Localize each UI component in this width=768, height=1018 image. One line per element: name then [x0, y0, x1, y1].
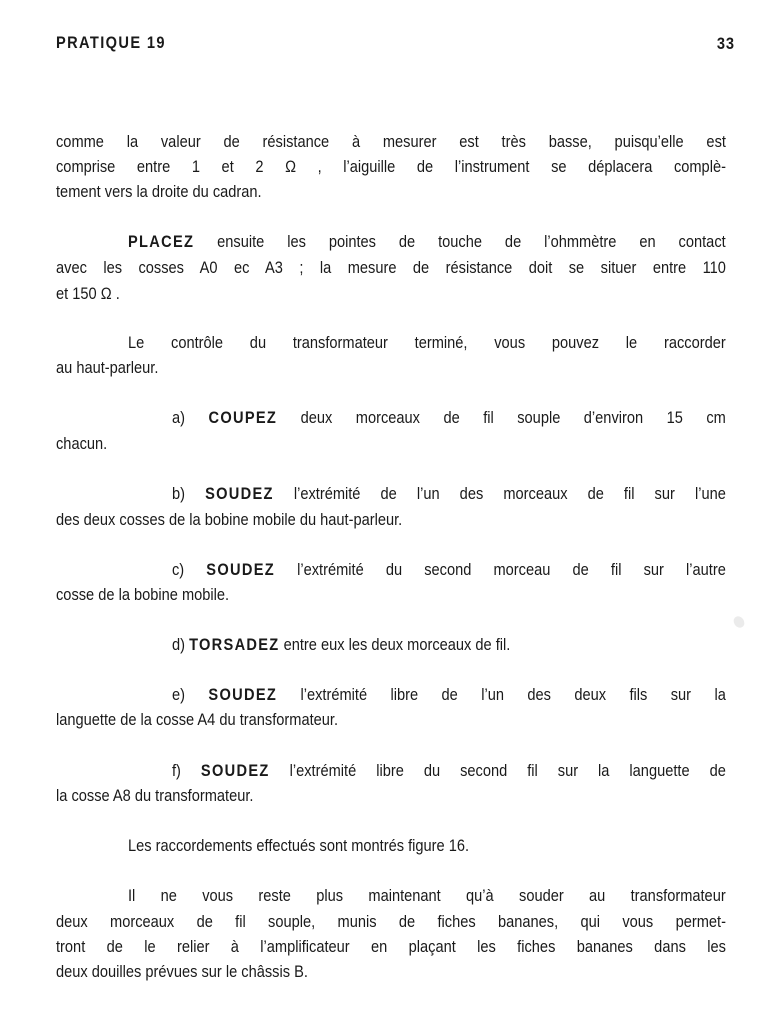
text-fragment: l’extrémité du second morceau de fil sur l’autre: [274, 560, 726, 579]
instruction-keyword: PLACEZ: [128, 232, 195, 251]
paragraph-1-line-1: [56, 132, 726, 152]
paragraph-5-line-3: [56, 937, 726, 957]
scan-smudge: [731, 614, 746, 630]
paragraph-5-line-2: [56, 912, 726, 932]
text-fragment: ensuite les pointes de touche de l’ohmmètre en contact: [194, 232, 726, 251]
text-line: au haut-parleur.: [56, 358, 159, 377]
paragraph-2-line-2: [56, 258, 726, 278]
step-prefix: c): [172, 560, 207, 579]
text-line: tront de le relier à l’amplificateur en plaçant les fiches bananes dans les: [56, 937, 726, 956]
text-line: chacun.: [56, 434, 108, 453]
step-c-line-2: [56, 585, 726, 605]
instruction-keyword: COUPEZ: [208, 408, 278, 427]
paragraph-2-line-1: [128, 232, 726, 252]
text-line: deux douilles prévues sur le châssis B.: [56, 962, 308, 981]
instruction-keyword: SOUDEZ: [208, 685, 278, 704]
text-line: la cosse A8 du transformateur.: [56, 786, 254, 805]
text-line: tement vers la droite du cadran.: [56, 182, 262, 201]
step-e-line-1: [172, 685, 726, 705]
text-line: cosse de la bobine mobile.: [56, 585, 230, 604]
paragraph-5-line-1: [128, 886, 726, 906]
text-fragment: l’extrémité de l’un des morceaux de fil sur l’une: [273, 484, 726, 503]
step-prefix: f): [172, 761, 201, 780]
step-f-line-1: [172, 761, 726, 781]
text-line: avec les cosses A0 ec A3 ; la mesure de résistance doit se situer entre 110: [56, 258, 726, 277]
text-line: Il ne vous reste plus maintenant qu’à souder au transformateur: [128, 886, 726, 905]
paragraph-3-line-1: [128, 333, 726, 353]
text-fragment: deux morceaux de fil souple d’environ 15 cm: [277, 408, 726, 427]
step-f-line-2: [56, 786, 726, 806]
instruction-keyword: SOUDEZ: [205, 484, 274, 503]
step-b-line-2: [56, 510, 726, 530]
text-fragment: entre eux les deux morceaux de fil.: [279, 635, 511, 654]
paragraph-1-line-2: [56, 157, 726, 177]
step-a-line-1: [172, 408, 726, 428]
text-line: comme la valeur de résistance à mesurer est très basse, puisqu’elle est: [56, 132, 726, 151]
instruction-keyword: SOUDEZ: [206, 560, 275, 579]
text-fragment: l’extrémité libre du second fil sur la languette de: [269, 761, 726, 780]
step-e-line-2: [56, 710, 726, 730]
step-prefix: d): [172, 635, 190, 654]
text-line: Le contrôle du transformateur terminé, vous pouvez le raccorder: [128, 333, 726, 352]
paragraph-2-line-3: [56, 284, 726, 304]
step-prefix: b): [172, 484, 206, 503]
instruction-keyword: SOUDEZ: [200, 761, 270, 780]
text-line: Les raccordements effectués sont montrés figure 16.: [128, 836, 470, 855]
text-line: comprise entre 1 et 2 Ω , l’aiguille de l’instrument se déplacera complè-: [56, 157, 726, 176]
paragraph-5-line-4: [56, 962, 726, 982]
paragraph-1-line-3: [56, 182, 726, 202]
section-header: PRATIQUE 19: [56, 33, 166, 52]
paragraph-3-line-2: [56, 358, 726, 378]
step-a-line-2: [56, 434, 726, 454]
text-line: languette de la cosse A4 du transformateur.: [56, 710, 339, 729]
text-line: des deux cosses de la bobine mobile du haut-parleur.: [56, 510, 403, 529]
text-line: et 150 Ω .: [56, 284, 120, 303]
step-c-line-1: [172, 560, 726, 580]
step-b-line-1: [172, 484, 726, 504]
text-line: deux morceaux de fil souple, munis de fiches bananes, qui vous permet-: [56, 912, 726, 931]
step-prefix: e): [172, 685, 209, 704]
step-prefix: a): [172, 408, 209, 427]
step-d-line-1: [172, 635, 726, 655]
text-fragment: l’extrémité libre de l’un des deux fils sur la: [277, 685, 726, 704]
instruction-keyword: TORSADEZ: [189, 635, 280, 654]
page-number: 33: [717, 34, 735, 53]
paragraph-4-line-1: [128, 836, 726, 856]
